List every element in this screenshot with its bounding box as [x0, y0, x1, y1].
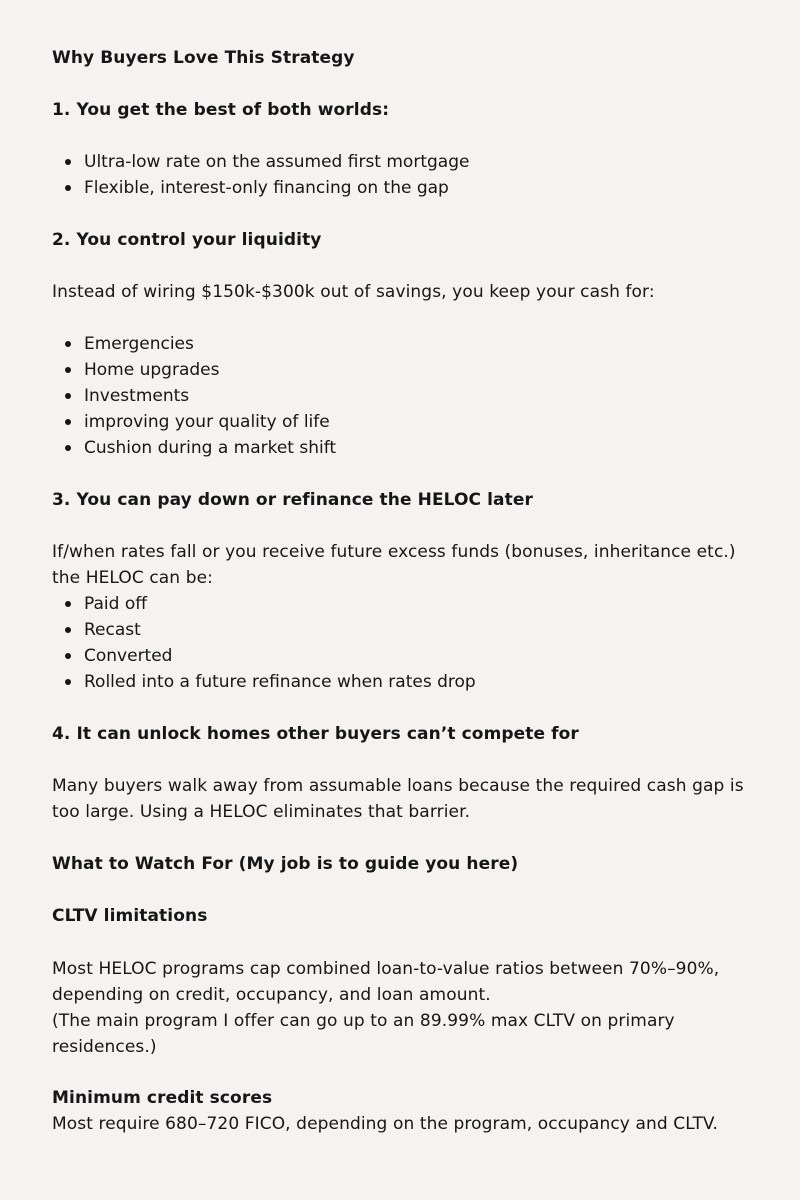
section-2-bullet: improving your quality of life [84, 409, 330, 435]
main-heading: Why Buyers Love This Strategy [52, 48, 355, 68]
section-4-body-line-1: Many buyers walk away from assumable loans because the required cash gap is [52, 776, 744, 796]
section-1-heading: 1. You get the best of both worlds: [52, 100, 390, 120]
watch-for-heading: What to Watch For (My job is to guide you here) [52, 854, 519, 874]
section-2-heading: 2. You control your liquidity [52, 230, 322, 250]
section-2-bullet: Investments [84, 383, 189, 409]
credit-heading: Minimum credit scores [52, 1088, 273, 1108]
section-3-heading: 3. You can pay down or refinance the HELOC later [52, 490, 533, 510]
cltv-line-4: residences.) [52, 1037, 157, 1057]
section-3-bullet: Rolled into a future refinance when rates drop [84, 669, 476, 695]
section-2-bullet: Emergencies [84, 331, 194, 357]
section-1-bullet: Flexible, interest-only financing on the gap [84, 175, 449, 201]
section-3-bullet: Paid off [84, 591, 147, 617]
section-3-bullet: Converted [84, 643, 172, 669]
section-2-intro: Instead of wiring $150k-$300k out of savings, you keep your cash for: [52, 282, 655, 302]
cltv-line-3: (The main program I offer can go up to an 89.99% max CLTV on primary [52, 1011, 675, 1031]
section-4-heading: 4. It can unlock homes other buyers can’t compete for [52, 724, 579, 744]
credit-line-1: Most require 680–720 FICO, depending on the program, occupancy and CLTV. [52, 1114, 718, 1134]
section-1-bullet: Ultra-low rate on the assumed first mortgage [84, 149, 469, 175]
cltv-line-1: Most HELOC programs cap combined loan-to-value ratios between 70%–90%, [52, 959, 720, 979]
section-2-bullet: Cushion during a market shift [84, 435, 336, 461]
section-4-body-line-2: too large. Using a HELOC eliminates that barrier. [52, 802, 471, 822]
cltv-heading: CLTV limitations [52, 906, 208, 926]
section-2-bullet: Home upgrades [84, 357, 219, 383]
cltv-line-2: depending on credit, occupancy, and loan amount. [52, 985, 491, 1005]
section-3-bullet: Recast [84, 617, 141, 643]
section-3-intro-line-1: If/when rates fall or you receive future excess funds (bonuses, inheritance etc.) [52, 542, 736, 562]
section-3-intro-line-2: the HELOC can be: [52, 568, 213, 588]
